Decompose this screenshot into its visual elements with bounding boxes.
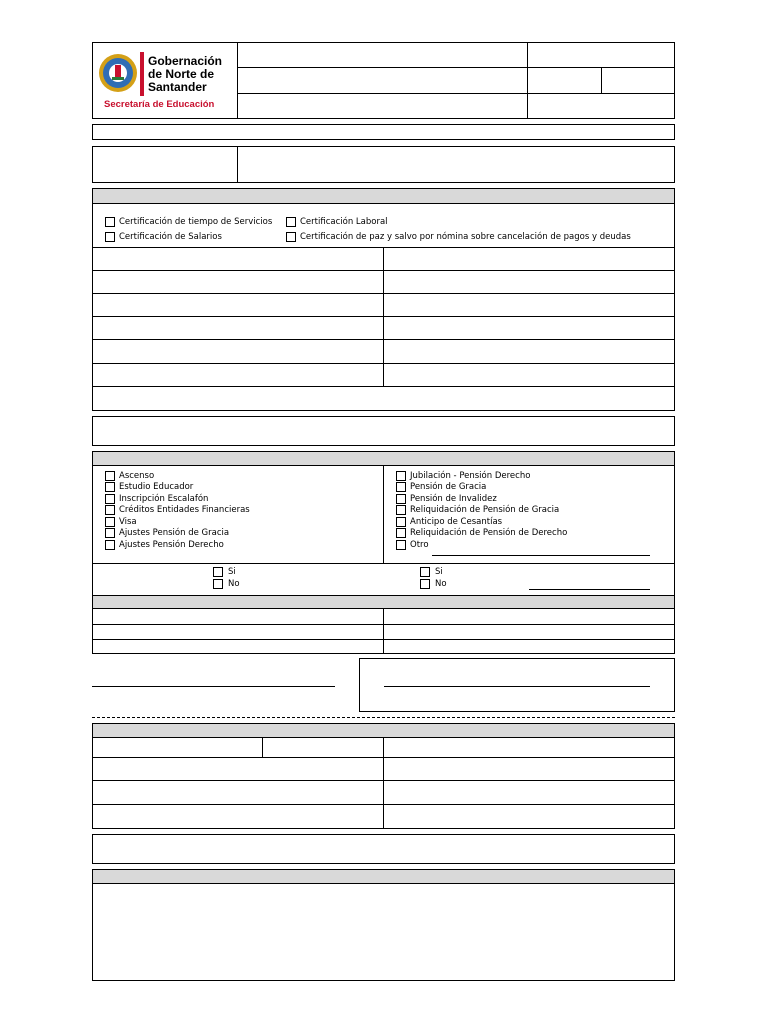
- checkbox-label: No: [435, 579, 447, 589]
- checkbox-label: Otro: [410, 540, 429, 550]
- checkbox-visa[interactable]: [105, 517, 115, 527]
- checkbox-label: Estudio Educador: [119, 482, 194, 492]
- logo: [96, 46, 234, 116]
- checkbox-otro[interactable]: [396, 540, 406, 550]
- otro-input-line[interactable]: [432, 555, 650, 556]
- observations-section[interactable]: [92, 869, 675, 981]
- checkbox-laboral[interactable]: [286, 217, 296, 227]
- checkbox-label: Ajustes Pensión Derecho: [119, 540, 224, 550]
- header-row-line: [237, 67, 675, 68]
- checkbox-label: Reliquidación de Pensión de Gracia: [410, 505, 560, 515]
- form-field-box[interactable]: [92, 834, 675, 864]
- checkbox-label: Visa: [119, 517, 137, 527]
- checkbox-label: Jubilación - Pensión Derecho: [410, 471, 531, 481]
- org-name-line3: Santander: [148, 80, 207, 94]
- checkbox-si-right[interactable]: [420, 567, 430, 577]
- checkbox-salarios[interactable]: [105, 232, 115, 242]
- checkbox-label: Reliquidación de Pensión de Derecho: [410, 528, 568, 538]
- section-header: [92, 595, 675, 609]
- section-header: [92, 869, 675, 884]
- grid-line: [92, 386, 675, 387]
- checkbox-reliquidacion-derecho[interactable]: [396, 528, 406, 538]
- checkbox-label: Certificación de tiempo de Servicios: [119, 217, 273, 227]
- checkbox-label: Anticipo de Cesantías: [410, 517, 503, 527]
- checkbox-no-right[interactable]: [420, 579, 430, 589]
- checkbox-label: Ascenso: [119, 471, 155, 481]
- signature-line[interactable]: [92, 686, 335, 687]
- checkbox-label: Certificación de Salarios: [119, 232, 222, 242]
- checkbox-estudio-educador[interactable]: [105, 482, 115, 492]
- checkbox-label: Certificación Laboral: [300, 217, 388, 227]
- cut-line: [92, 717, 675, 718]
- checkbox-label: Pensión de Gracia: [410, 482, 487, 492]
- checkbox-label: Ajustes Pensión de Gracia: [119, 528, 230, 538]
- checkbox-paz-y-salvo[interactable]: [286, 232, 296, 242]
- checkbox-label: Inscripción Escalafón: [119, 494, 209, 504]
- checkbox-pension-gracia[interactable]: [396, 482, 406, 492]
- section-header: [92, 451, 675, 466]
- header-divider: [237, 42, 238, 119]
- brand-bar: [140, 52, 144, 96]
- form-field-box[interactable]: [92, 416, 675, 446]
- input-line[interactable]: [529, 589, 650, 590]
- section-header: [92, 723, 675, 738]
- header-row-line: [237, 93, 675, 94]
- checkbox-ascenso[interactable]: [105, 471, 115, 481]
- coat-of-arms-seal-icon: [98, 53, 138, 93]
- grid-divider: [383, 738, 384, 829]
- form-field-box[interactable]: [92, 146, 675, 183]
- department-name: Secretaría de Educación: [104, 99, 215, 110]
- checkbox-label: Certificación de paz y salvo por nómina sobre cancelación de pagos y deudas: [300, 232, 631, 242]
- checkbox-label: Créditos Entidades Financieras: [119, 505, 250, 515]
- section-header: [92, 188, 675, 204]
- checkbox-label: Pensión de Invalidez: [410, 494, 497, 504]
- checkbox-label: No: [228, 579, 240, 589]
- grid-divider: [262, 738, 263, 757]
- grid-divider: [383, 609, 384, 654]
- grid-line: [92, 563, 675, 564]
- section-divider: [383, 466, 384, 563]
- checkbox-label: Si: [435, 567, 443, 577]
- checkbox-si-left[interactable]: [213, 567, 223, 577]
- signature-line[interactable]: [384, 686, 650, 687]
- form-field-bar[interactable]: [92, 124, 675, 140]
- checkbox-inscripcion-escalafon[interactable]: [105, 494, 115, 504]
- checkbox-no-left[interactable]: [213, 579, 223, 589]
- org-name-line1: Gobernación: [148, 54, 223, 68]
- checkbox-label: Si: [228, 567, 236, 577]
- header-divider: [527, 42, 528, 119]
- checkbox-creditos[interactable]: [105, 505, 115, 515]
- checkbox-ajustes-gracia[interactable]: [105, 528, 115, 538]
- header-divider: [601, 68, 602, 93]
- checkbox-tiempo-servicios[interactable]: [105, 217, 115, 227]
- checkbox-anticipo-cesantias[interactable]: [396, 517, 406, 527]
- checkbox-ajustes-derecho[interactable]: [105, 540, 115, 550]
- checkbox-reliquidacion-gracia[interactable]: [396, 505, 406, 515]
- checkbox-pension-invalidez[interactable]: [396, 494, 406, 504]
- field-divider: [237, 146, 238, 183]
- signature-box[interactable]: [359, 658, 675, 712]
- org-name-line2: de Norte de: [148, 67, 215, 81]
- checkbox-jubilacion[interactable]: [396, 471, 406, 481]
- grid-divider: [383, 247, 384, 386]
